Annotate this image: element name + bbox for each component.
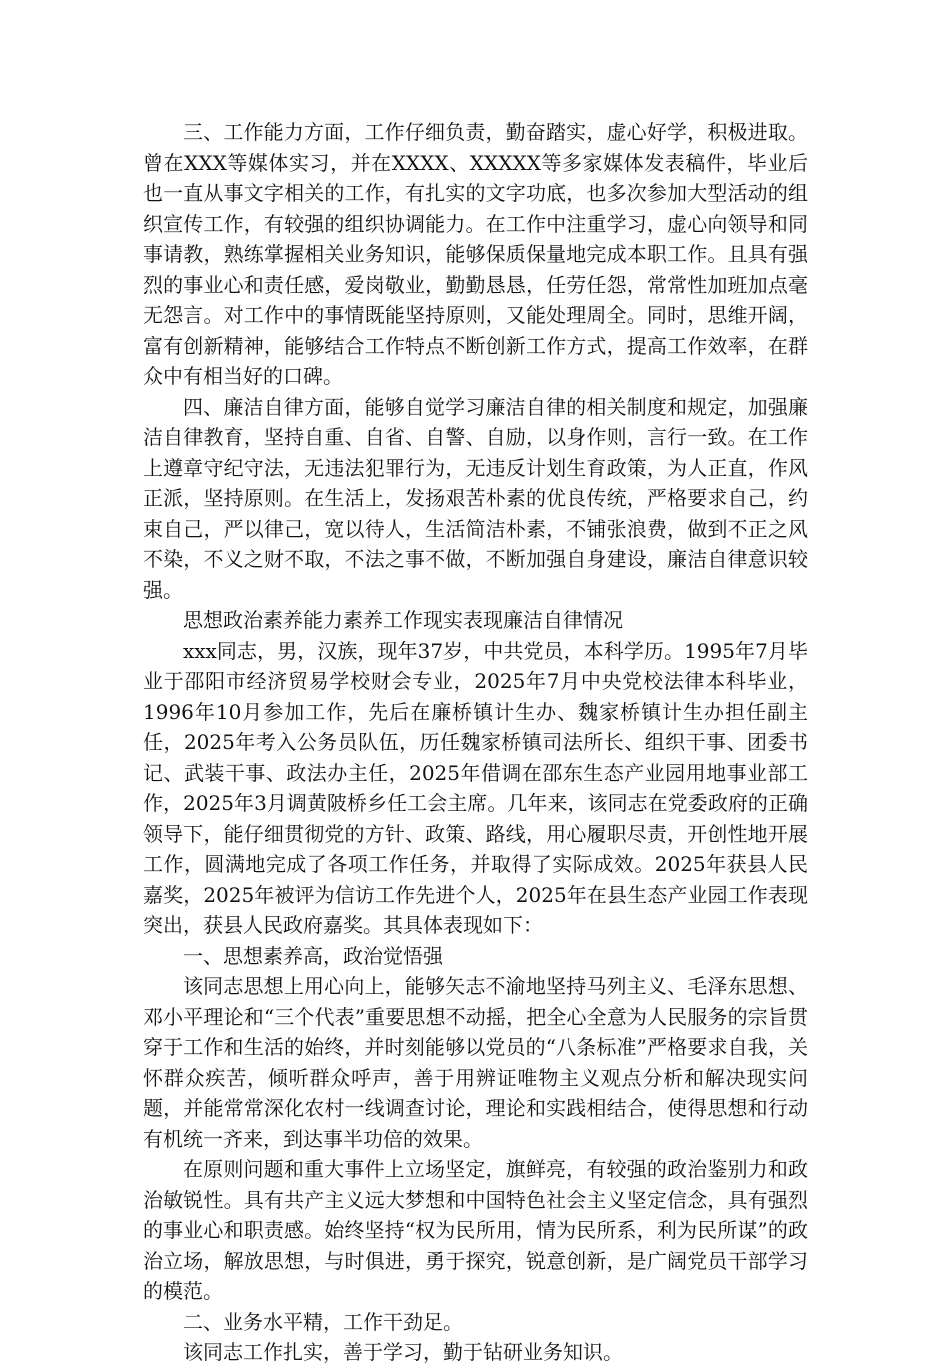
document-page [143,117,808,1368]
paragraph-profile: xxx同志，男，汉族，现年37岁，中共党员，本科学历。1995年7月毕业于邵阳市经济贸易学校财会专业，2025年7月中央党校法律本科毕业，1996年10月参加工作，先后在廉桥镇计生办、魏家桥镇计生办担任副主任，2025年考入公务员队伍，历任魏家桥镇司法所长、组织干事、团委书记、武装干事、政法办主任，2025年借调在邵东生态产业园用地事业部工作，2025年3月调黄陂桥乡任工会主席。几年来，该同志在党委政府的正确领导下，能仔细贯彻党的方针、政策、路线，用心履职尽责，开创性地开展工作，圆满地完成了各项工作任务，并取得了实际成效。2025年获县人民嘉奖，2025年被评为信访工作先进个人，2025年在县生态产业园工作表现突出，获县人民政府嘉奖。其具体表现如下： [143,638,808,937]
paragraph-ideology: 该同志思想上用心向上，能够矢志不渝地坚持马列主义、毛泽东思想、邓小平理论和“三个代表”重要思想不动摇，把全心全意为人民服务的宗旨贯穿于工作和生活的始终，并时刻能够以党员的“八条标准”严格要求自我，关怀群众疾苦，倾听群众呼声，善于用辨证唯物主义观点分析和解决现实问题，并能常常深化农村一线调查讨论，理论和实践相结合，使得思想和行动有机统一齐来，到达事半功倍的效果。 [143,974,808,1151]
paragraph-business: 该同志工作扎实，善于学习，勤于钻研业务知识。 [183,1340,623,1364]
paragraph-work-ability: 三、工作能力方面，工作仔细负责，勤奋踏实，虚心好学，积极进取。曾在XXX等媒体实习，并在XXXX、XXXXX等多家媒体发表稿件，毕业后也一直从事文字相关的工作，有扎实的文字功底，也多次参加大型活动的组织宣传工作，有较强的组织协调能力。在工作中注重学习，虚心向领导和同事请教，熟练掌握相关业务知识，能够保质保量地完成本职工作。且具有强烈的事业心和责任感，爱岗敬业，勤勤恳恳，任劳任怨，常常性加班加点毫无怨言。对工作中的事情既能坚持原则，又能处理周全。同时，思维开阔，富有创新精神，能够结合工作特点不断创新工作方式，提高工作效率，在群众中有相当好的口碑。 [143,120,808,388]
paragraph-principles: 在原则问题和重大事件上立场坚定，旗鲜亮，有较强的政治鉴别力和政治敏锐性。具有共产主义远大梦想和中国特色社会主义坚定信念，具有强烈的事业心和职责感。始终坚持“权为民所用，情为民所系，利为民所谋”的政治立场，解放思想，与时俱进，勇于探究，锐意创新，是广阔党员干部学习的模范。 [143,1157,808,1303]
heading-business: 二、业务水平精，工作干劲足。 [183,1309,463,1334]
heading-ideology: 一、思想素养高，政治觉悟强 [183,943,443,968]
section-title: 思想政治素养能力素养工作现实表现廉洁自律情况 [183,608,623,632]
paragraph-integrity: 四、廉洁自律方面，能够自觉学习廉洁自律的相关制度和规定，加强廉洁自律教育，坚持自重、自省、自警、自励，以身作则，言行一致。在工作上遵章守纪守法，无违法犯罪行为，无违反计划生育政策，为人正直，作风正派，坚持原则。在生活上，发扬艰苦朴素的优良传统，严格要求自己，约束自己，严以律己，宽以待人，生活简洁朴素，不铺张浪费，做到不正之风不染，不义之财不取，不法之事不做，不断加强自身建设，廉洁自律意识较强。 [143,394,808,602]
